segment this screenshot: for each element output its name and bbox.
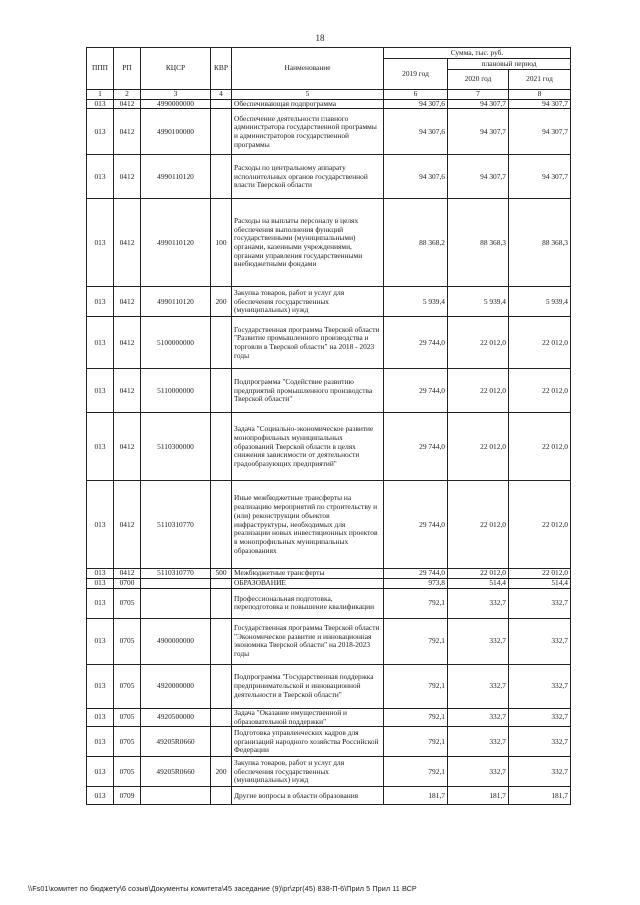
row-value-2019: 792,1	[384, 664, 448, 708]
row-kcsr: 5110310770	[141, 481, 211, 569]
row-value-2019: 94 307,6	[384, 155, 448, 199]
row-ppp: 013	[87, 369, 114, 413]
row-value-2020: 5 939,4	[448, 287, 509, 317]
header-2020: 2020 год	[448, 70, 509, 90]
row-value-2021: 94 307,7	[509, 99, 571, 109]
row-rp: 0705	[114, 664, 141, 708]
row-name: Государственная программа Тверской области "Экономическое развитие и инновационная экономика Тверской области" на 2018-2023 годы	[232, 618, 384, 664]
row-rp: 0705	[114, 708, 141, 726]
row-name: Профессиональная подготовка, переподготовка и повышение квалификации	[232, 588, 384, 618]
row-rp: 0705	[114, 618, 141, 664]
row-value-2020: 332,7	[448, 664, 509, 708]
row-value-2021: 181,7	[509, 787, 571, 805]
row-value-2020: 88 368,3	[448, 199, 509, 287]
row-kcsr: 4990000000	[141, 99, 211, 109]
row-rp: 0412	[114, 413, 141, 481]
row-ppp: 013	[87, 199, 114, 287]
row-kcsr: 5110000000	[141, 369, 211, 413]
row-kvr	[211, 579, 232, 589]
row-ppp: 013	[87, 588, 114, 618]
row-kvr: 500	[211, 569, 232, 579]
row-value-2021: 332,7	[509, 664, 571, 708]
row-kcsr: 49205R0660	[141, 757, 211, 787]
row-kcsr	[141, 579, 211, 589]
row-kcsr	[141, 588, 211, 618]
row-value-2020: 22 012,0	[448, 369, 509, 413]
row-name: Расходы по центральному аппарату исполнительных органов государственной власти Тверской области	[232, 155, 384, 199]
row-value-2021: 94 307,7	[509, 155, 571, 199]
row-rp: 0412	[114, 287, 141, 317]
row-value-2020: 332,7	[448, 757, 509, 787]
row-ppp: 013	[87, 569, 114, 579]
header-2019: 2019 год	[384, 59, 448, 90]
table-row	[87, 109, 571, 155]
row-value-2019: 94 307,6	[384, 109, 448, 155]
row-kcsr: 4990110120	[141, 199, 211, 287]
table-row	[87, 199, 571, 287]
row-value-2021: 94 307,7	[509, 109, 571, 155]
row-name: Закупка товаров, работ и услуг для обеспечения государственных (муниципальных) нужд	[232, 287, 384, 317]
row-kcsr: 5110310770	[141, 569, 211, 579]
row-rp: 0705	[114, 727, 141, 757]
table-row	[87, 579, 571, 589]
row-value-2020: 22 012,0	[448, 317, 509, 369]
row-kvr	[211, 727, 232, 757]
row-kcsr: 4990110120	[141, 155, 211, 199]
row-rp: 0700	[114, 579, 141, 589]
row-kvr	[211, 99, 232, 109]
row-value-2019: 792,1	[384, 618, 448, 664]
table-row	[87, 569, 571, 579]
row-name: Межбюджетные трансферты	[232, 569, 384, 579]
row-kcsr: 4920500000	[141, 708, 211, 726]
row-ppp: 013	[87, 708, 114, 726]
row-kvr: 200	[211, 287, 232, 317]
row-rp: 0705	[114, 757, 141, 787]
column-number: 5	[232, 90, 384, 100]
row-name: Подпрограмма "Содействие развитию предприятий промышленного производства Тверской области"	[232, 369, 384, 413]
row-value-2020: 22 012,0	[448, 569, 509, 579]
row-value-2019: 29 744,0	[384, 369, 448, 413]
header-planning-period: плановый период	[448, 59, 571, 70]
row-kvr	[211, 369, 232, 413]
row-value-2019: 29 744,0	[384, 481, 448, 569]
row-kcsr: 4920000000	[141, 664, 211, 708]
row-kvr: 100	[211, 199, 232, 287]
row-value-2021: 88 368,3	[509, 199, 571, 287]
header-2021: 2021 год	[509, 70, 571, 90]
table-row	[87, 727, 571, 757]
table-row	[87, 369, 571, 413]
column-number: 7	[448, 90, 509, 100]
table-row	[87, 155, 571, 199]
row-name: Подготовка управленческих кадров для организаций народного хозяйства Российской Федерации	[232, 727, 384, 757]
row-name: Другие вопросы в области образования	[232, 787, 384, 805]
row-value-2021: 332,7	[509, 708, 571, 726]
column-number: 1	[87, 90, 114, 100]
row-value-2019: 5 939,4	[384, 287, 448, 317]
row-value-2020: 181,7	[448, 787, 509, 805]
row-value-2021: 332,7	[509, 618, 571, 664]
row-ppp: 013	[87, 99, 114, 109]
row-value-2021: 22 012,0	[509, 481, 571, 569]
row-kcsr	[141, 787, 211, 805]
row-value-2019: 29 744,0	[384, 317, 448, 369]
row-name: Иные межбюджетные трансферты на реализацию мероприятий по строительству и (или) реконструкции объектов инфраструктуры, необходимых для реализации новых инвестиционных проектов в монопрофильных муниципальных образованиях	[232, 481, 384, 569]
row-kvr	[211, 618, 232, 664]
row-name: Задача "Социально-экономическое развитие монопрофильных муниципальных образований Тверской области в целях снижения зависимости от деятельности градообразующих предприятий"	[232, 413, 384, 481]
row-ppp: 013	[87, 664, 114, 708]
header-kcsr: КЦСР	[141, 48, 211, 90]
row-kvr	[211, 588, 232, 618]
row-kcsr: 4990110120	[141, 287, 211, 317]
row-value-2020: 332,7	[448, 618, 509, 664]
table-row	[87, 588, 571, 618]
column-number-row	[87, 90, 571, 100]
row-value-2019: 973,8	[384, 579, 448, 589]
table-row	[87, 481, 571, 569]
row-value-2020: 22 012,0	[448, 481, 509, 569]
row-ppp: 013	[87, 109, 114, 155]
row-value-2021: 22 012,0	[509, 413, 571, 481]
row-name: Задача "Оказание имущественной и образовательной поддержки"	[232, 708, 384, 726]
table-row	[87, 787, 571, 805]
row-value-2021: 22 012,0	[509, 369, 571, 413]
row-value-2019: 29 744,0	[384, 413, 448, 481]
header-ppp: ППП	[87, 48, 114, 90]
row-ppp: 013	[87, 155, 114, 199]
row-value-2021: 22 012,0	[509, 317, 571, 369]
row-rp: 0412	[114, 481, 141, 569]
row-rp: 0412	[114, 99, 141, 109]
row-value-2019: 792,1	[384, 588, 448, 618]
row-rp: 0412	[114, 109, 141, 155]
row-kcsr: 4990100000	[141, 109, 211, 155]
row-kvr	[211, 708, 232, 726]
column-number: 6	[384, 90, 448, 100]
row-kcsr: 4900000000	[141, 618, 211, 664]
row-kvr	[211, 155, 232, 199]
row-value-2019: 792,1	[384, 727, 448, 757]
row-value-2019: 181,7	[384, 787, 448, 805]
row-kvr	[211, 413, 232, 481]
row-name: Обеспечивающая подпрограмма	[232, 99, 384, 109]
row-kvr: 200	[211, 757, 232, 787]
row-value-2020: 332,7	[448, 708, 509, 726]
row-value-2021: 514,4	[509, 579, 571, 589]
row-rp: 0705	[114, 588, 141, 618]
row-kvr	[211, 787, 232, 805]
row-rp: 0412	[114, 199, 141, 287]
row-kcsr: 5100000000	[141, 317, 211, 369]
row-value-2020: 22 012,0	[448, 413, 509, 481]
row-ppp: 013	[87, 618, 114, 664]
table-row	[87, 99, 571, 109]
column-number: 3	[141, 90, 211, 100]
row-ppp: 013	[87, 787, 114, 805]
row-name: Закупка товаров, работ и услуг для обеспечения государственных (муниципальных) нужд	[232, 757, 384, 787]
row-kvr	[211, 109, 232, 155]
row-ppp: 013	[87, 757, 114, 787]
row-value-2019: 792,1	[384, 757, 448, 787]
row-ppp: 013	[87, 317, 114, 369]
table-row	[87, 708, 571, 726]
header-rp: РП	[114, 48, 141, 90]
table-row	[87, 287, 571, 317]
row-value-2020: 94 307,7	[448, 99, 509, 109]
table-row	[87, 317, 571, 369]
row-value-2021: 5 939,4	[509, 287, 571, 317]
row-kvr	[211, 481, 232, 569]
column-number: 8	[509, 90, 571, 100]
page-number: 18	[315, 33, 325, 43]
row-kvr	[211, 317, 232, 369]
row-value-2021: 332,7	[509, 588, 571, 618]
table-row	[87, 618, 571, 664]
row-value-2019: 29 744,0	[384, 569, 448, 579]
column-number: 4	[211, 90, 232, 100]
row-name: Обеспечение деятельности главного администратора государственной программы и администраторов государственной программы	[232, 109, 384, 155]
row-rp: 0412	[114, 569, 141, 579]
row-value-2019: 94 307,6	[384, 99, 448, 109]
row-name: Подпрограмма "Государственная поддержка предпринимательской и инновационной деятельности в Тверской области"	[232, 664, 384, 708]
column-number: 2	[114, 90, 141, 100]
row-value-2019: 792,1	[384, 708, 448, 726]
row-kvr	[211, 664, 232, 708]
file-path-footer: \\Fs01\комитет по бюджету\6 созыв\Документы комитета\45 заседание (9)\pr\zpr(45) 838-П-6\Прил 5 Прил 11 ВСР	[28, 884, 417, 893]
row-rp: 0412	[114, 155, 141, 199]
row-name: Расходы на выплаты персоналу в целях обеспечения выполнения функций государственными (муниципальными) органами, казенными учреждениями, органами управления государственными внебюджетными фондами	[232, 199, 384, 287]
row-value-2020: 94 307,7	[448, 109, 509, 155]
table-row	[87, 664, 571, 708]
row-rp: 0709	[114, 787, 141, 805]
row-value-2020: 332,7	[448, 588, 509, 618]
row-value-2020: 94 307,7	[448, 155, 509, 199]
row-rp: 0412	[114, 369, 141, 413]
row-ppp: 013	[87, 481, 114, 569]
header-kvr: КВР	[211, 48, 232, 90]
budget-table	[86, 47, 571, 805]
row-kcsr: 5110300000	[141, 413, 211, 481]
row-ppp: 013	[87, 413, 114, 481]
table-row	[87, 757, 571, 787]
table-row	[87, 413, 571, 481]
row-ppp: 013	[87, 287, 114, 317]
row-ppp: 013	[87, 727, 114, 757]
row-name: ОБРАЗОВАНИЕ	[232, 579, 384, 589]
row-kcsr: 49205R0660	[141, 727, 211, 757]
row-value-2021: 332,7	[509, 727, 571, 757]
row-value-2020: 514,4	[448, 579, 509, 589]
header-name: Наименование	[232, 48, 384, 90]
row-rp: 0412	[114, 317, 141, 369]
row-name: Государственная программа Тверской области "Развитие промышленного производства и торговли в Тверской области" на 2018 - 2023 годы	[232, 317, 384, 369]
row-value-2019: 88 368,2	[384, 199, 448, 287]
row-value-2021: 332,7	[509, 757, 571, 787]
header-sum: Сумма, тыс. руб.	[384, 48, 571, 59]
row-value-2021: 22 012,0	[509, 569, 571, 579]
row-value-2020: 332,7	[448, 727, 509, 757]
row-ppp: 013	[87, 579, 114, 589]
